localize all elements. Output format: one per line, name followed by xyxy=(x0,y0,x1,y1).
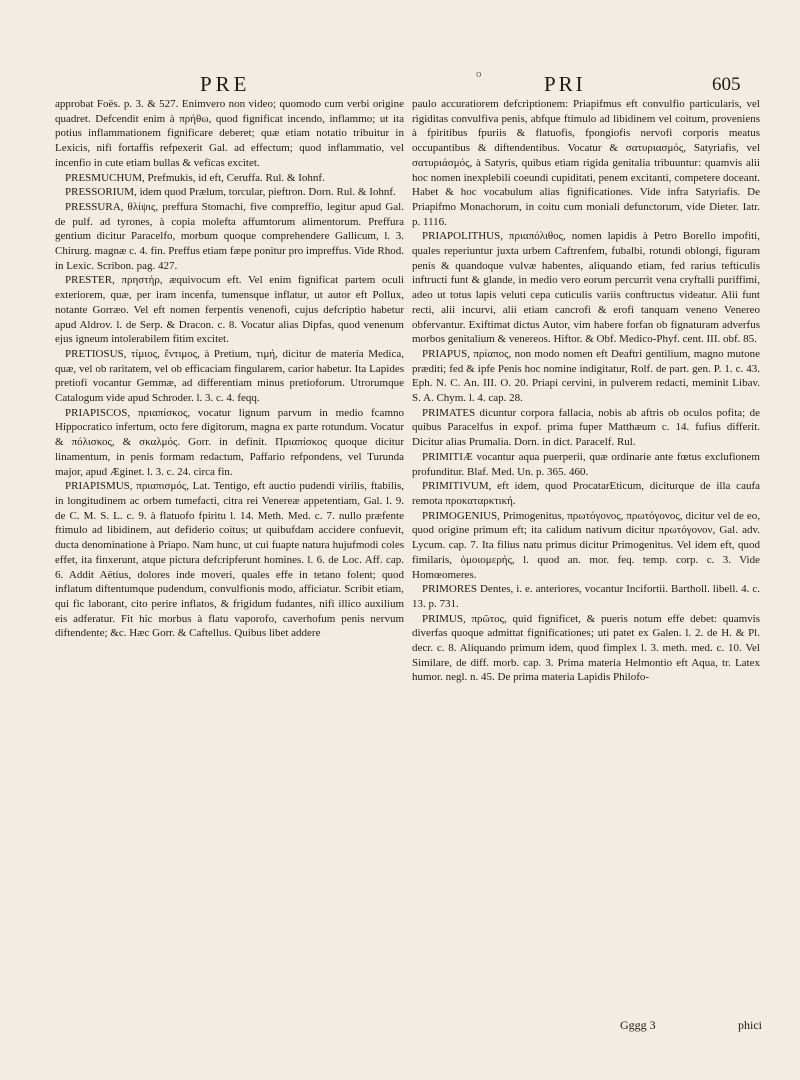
paragraph: PRIAPISMUS, πριαπισμός, Lat. Tentigo, eft auctio pudendi virilis, ftabilis, in longitudinem ac orbem tumefacti, citra rei Venereæ appetentiam, Gal. l. 9. de C. M. S. L. c. 9. à flatuofo fpiritu l. 14. Meth. Med. c. 7. nullo præfente ftimulo ad libidinem, aut defiderio coitus; ut quibufdam accidere confuevit, ducta denominatione à Priapo. Nam hunc, ut cui fuapte natura hujufmodi coles effet, ita finxerunt, atque pictura defcripferunt homines. l. 6. de Loc. Aff. cap. 6. Addit Aëtius, dolores inde moveri, quales effe in tetano folent; quod inflatum diftentumque pudendum, convulfionis modo, afficiatur. Scribit etiam, qui fic laborant, cito perire inflatos, & frigidum fudantes, nifi illico auxilium eis adferatur. Fit hic morbus à flatu vaporofo, caverhofum penis nervum diftendente; &c. Hæc Gorr. & Caftellus. Quibus libet addere xyxy=(55,480,404,640)
paragraph: PRESSORIUM, idem quod Prælum, torcular, pieftron. Dorn. Rul. & Iohnf. xyxy=(65,186,396,199)
paragraph: PRESSURA, θλίψις, preffura Stomachi, five compreffio, legitur apud Gal. de pulf. ad tyrones, à copia molefta affumtorum alimentorum. Preffura gentium dicitur Paracelfo, morbum quoque comprehendere Gallicum, l. 3. Chirurg. magnæ c. 4. fin. Preffus etiam fæpe ponitur pro impreffus. Vide Rhod. in Lexic. Scribon. pag. 427. xyxy=(55,200,404,272)
paragraph: PRIAPUS, πρίαπος, non modo nomen eft Deaftri gentilium, magno mutone præditi; fed & ipfe Penis hoc nomine indigitatur, Rolf. de part. gen. P. 1. c. 43. Eph. N. C. An. III. O. 20. Priapi cervini, in pulverem redacti, meminit Libav. S. A. Chym. l. 4. cap. 28. xyxy=(412,347,760,405)
paragraph: PRIMORES Dentes, i. e. anteriores, vocantur Incifortii. Bartholl. libell. 4. c. 13. p. 731. xyxy=(412,583,760,610)
paragraph: approbat Foës. p. 3. & 527. Enimvero non video; quomodo cum verbi origine quadret. Defcendit enim à πρήθω, quod fignificat incendo, inflammo; ut ita potius inflammationem fignificare deberet; quæ etiam notatio tribuitur in Lexicis, nifi fortaffis refpexerit Gal. ad effectum; quod inflammatio, vel incenfio in cute etiam bullas & veficas excitet. xyxy=(55,98,404,169)
paragraph: PRIMITIÆ vocantur aqua puerperii, quæ ordinarie ante fœtus exclufionem profunditur. Blaf. Med. Un. p. 365. 460. xyxy=(412,450,760,478)
paragraph: PRIMATES dicuntur corpora fallacia, nobis ab aftris ob oculos pofita; de quibus Paracelfus in expof. prima fuper Matthæum c. 14. fufius differit. Dicitur alias Prumalia. Dorn. in dict. Paracelf. Rul. xyxy=(412,406,760,449)
paragraph: PRESTER, πρηστήρ, æquivocum eft. Vel enim fignificat partem oculi exteriorem, quæ, per iram incenfa, tumensque inflatur, ut autor eft Pollux, notante Gorræo. Vel eft nomen ferpentis venenofi, cujus defcriptio habetur apud Aldrov. l. de Serp. & Dracon. c. 8. Vocatur alias Dipfas, quod venenum ejus igneum intolerabilem fitim excitet. xyxy=(55,274,404,346)
paragraph: paulo accuratiorem defcriptionem: Priapifmus eft convulfio particularis, vel rigiditas convulfiva penis, abfque ftimulo ad libidinem vel coitum, proveniens à fpiritibus fpuriis & flatuofis, fpongiofis nervofi corporis meatus occupantibus & diftendentibus. Vocatur & σατυριασμός, Satyriafis, vel σατυριάσμός, à Satyris, quibus etiam rigida genitalia tribuuntur: quamvis alii hoc nomen inexplebili coeundi cupiditati, penem excitanti, competere doceant. Habet & hoc vocabulum alias fignificationes. Vide infra Satyriafis. De Priapifmo Monachorum, in coitu cum moniali defunctorum, vide Dieter. Iatr. p. 1116. xyxy=(412,98,760,228)
header-right-word: PRI xyxy=(544,72,586,96)
paragraph: PRIMOGENIUS, Primogenitus, πρωτόγονος, πρωτόγονος, dicitur vel de eo, quod origine primum eft; ita calidum nativum dicitur πρωτόγονον, Gal. adv. Lycum. cap. 7. Ita filius natu primus dicitur Primogenitus. Vel idem eft, quod fimilaris, ὁμοιομερής, l. quod an. mor. feq. temp. corp. c. 3. Vide Homœomeres. xyxy=(412,509,760,581)
left-column xyxy=(55,97,404,1017)
paragraph: PRETIOSUS, τίμιος, ἔντιμος, à Pretium, τιμή, dicitur de materia Medica, quæ, vel ob raritatem, vel ob efficaciam fingularem, carior habetur. Ita Lapides pretiofi vocantur Gemmæ, ad differentiam minus pretioforum. Utrorumque Catalogum vide apud Schroder. l. 3. c. 4. feqq. xyxy=(55,347,404,405)
header-ornament: o xyxy=(476,68,482,80)
header-left-word: PRE xyxy=(200,72,251,96)
paragraph: PRESMUCHUM, Prefmukis, id eft, Ceruffa. Rul. & Iohnf. xyxy=(65,171,325,184)
paragraph: PRIAPISCOS, πριαπίσκος, vocatur lignum parvum in medio fcamno Hippocratico infertum, octo fere digitorum, magna ex parte rotundum. Vocatur & πόλισκος, & σκαλμός. Gorr. in definit. Πριαπίσκος quoque dicitur linamentum, in penis formam redactum, Paffario refpondens, vel Turunda major, apud Æginet. l. 3. c. 24. circa fin. xyxy=(55,406,404,478)
right-column xyxy=(412,97,760,1017)
page-number: 605 xyxy=(712,74,741,95)
paragraph: PRIMITIVUM, eft idem, quod ProcatarEticum, diciturque de illa caufa remota προκαταρκτική. xyxy=(412,480,760,507)
paragraph: PRIMUS, πρῶτος, quid fignificet, & pueris notum effe debet: quamvis diverfas quoque admittat fignificationes; uti patet ex Galen. l. 2. de H. & Pl. decr. c. 8. Aliquando primum idem, quod fimplex l. 3. meth. med. c. 10. Vel Similare, de diff. morb. cap. 3. Prima materia Helmontio eft Aqua, tr. Latex humor. negl. n. 45. De prima materia Lapidis Philofo- xyxy=(412,612,760,684)
signature-mark: Gggg 3 xyxy=(620,1018,656,1032)
paragraph: PRIAPOLITHUS, πριαπόλιθος, nomen lapidis à Petro Borello impofiti, quales reperiuntur juxta urbem Caftrenfem, fubalbi, rotundi oblongi, figuram penis & quandoque vulvæ habentes, aliquando etiam, fed rarius tefticulis inftructi funt & glande, in medio vero eorum percurrit vena cryftalli puriffimi, adeo ut totus lapis veluti cepa cuticulis variis conftructus videatur. Alii funt recti, alii incurvi, alii etiam cancrofi & erofi tanquam veneno Venereo obfervantur. Exiftimat dictus Autor, vim habere forfan ob fignaturam adverfus morbos genitalium & venereos. Hiftor. & Obf. Medico-Phyf. cent. III. obf. 85. xyxy=(412,230,760,346)
catchword: phici xyxy=(738,1018,762,1032)
